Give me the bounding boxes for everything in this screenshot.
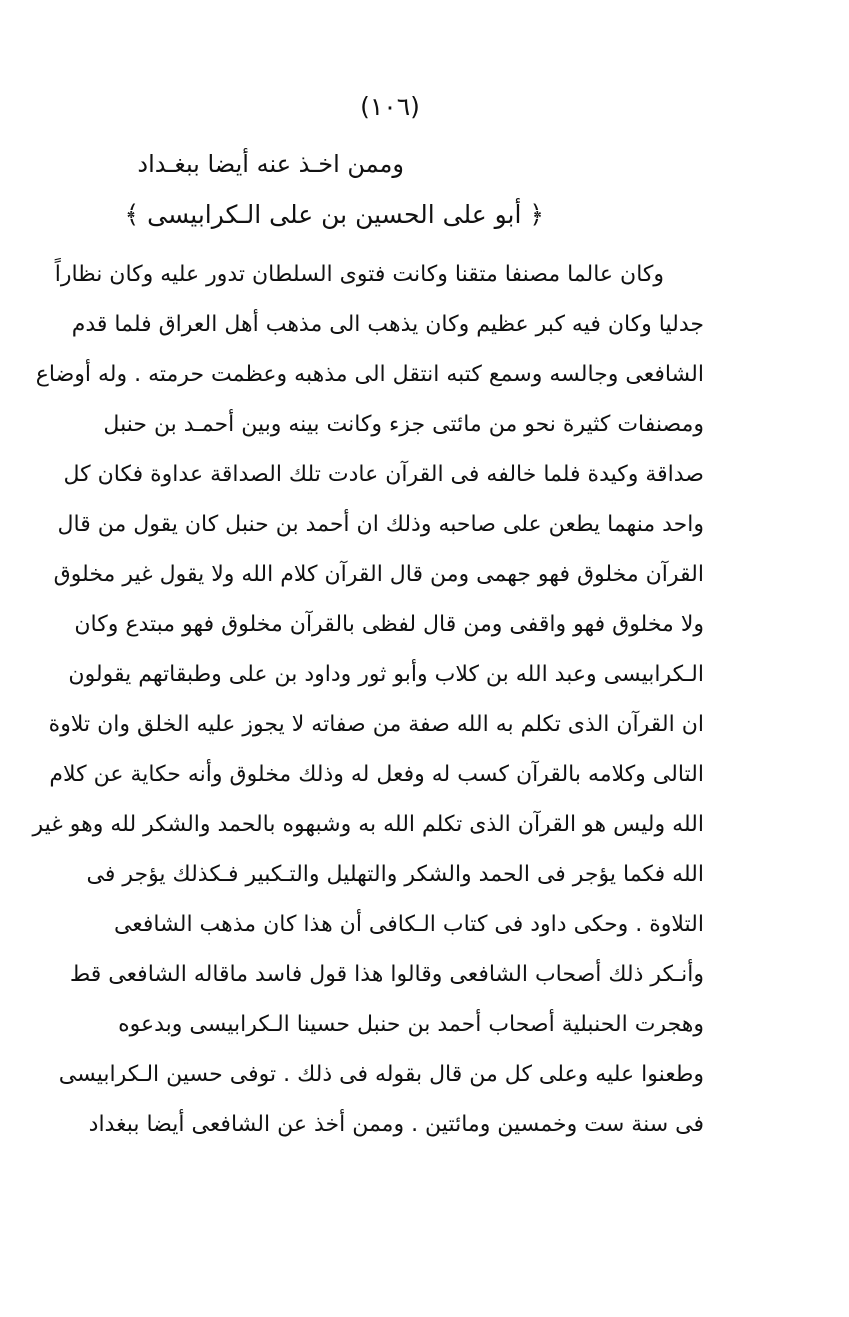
body-line: صداقة وكيدة فلما خالفه فى القرآن عادت تلك الصداقة عداوة فكان كل [63,462,704,487]
body-line: الشافعى وجالسه وسمع كتبه انتقل الى مذهبه وعظمت حرمته . وله أوضاع [35,362,704,387]
body-line: الله فكما يؤجر فى الحمد والشكر والتهليل والتـكبير فـكذلك يؤجر فى [86,862,704,887]
body-line: التلاوة . وحكى داود فى كتاب الـكافى أن هذا كان مذهب الشافعى [113,912,704,937]
body-line: ان القرآن الذى تكلم به الله صفة من صفاته لا يجوز عليه الخلق وان تلاوة [48,712,704,737]
body-line: الـكرابيسى وعبد الله بن كلاب وأبو ثور وداود بن على وطبقاتهم يقولون [68,662,704,687]
body-line: وهجرت الحنبلية أصحاب أحمد بن حنبل حسينا الـكرابيسى وبدعوه [118,1012,704,1037]
body-line: وكان عالما مصنفا متقنا وكانت فتوى السلطان تدور عليه وكان نظاراً [54,262,664,287]
body-line: وطعنوا عليه وعلى كل من قال بقوله فى ذلك . توفى حسين الـكرابيسى [58,1062,704,1087]
body-line: الله وليس هو القرآن الذى تكلم الله به وشبهوه بالحمد والشكر لله وهو غير [32,812,704,837]
body-line: ولا مخلوق فهو واقفى ومن قال لفظى بالقرآن مخلوق فهو مبتدع وكان [74,612,704,637]
section-heading: ﴿ أبو على الحسين بن على الـكرابيسى ﴾ [124,200,544,229]
intro-line: وممن اخـذ عنه أيضا ببغـداد [137,150,404,178]
body-line: وأنـكر ذلك أصحاب الشافعى وقالوا هذا قول فاسد ماقاله الشافعى قط [69,962,704,987]
body-line: واحد منهما يطعن على صاحبه وذلك ان أحمد بن حنبل كان يقول من قال [57,512,704,537]
body-line: فى سنة ست وخمسين ومائتين . وممن أخذ عن الشافعى أيضا ببغداد [88,1112,704,1137]
body-line: جدليا وكان فيه كبر عظيم وكان يذهب الى مذهب أهل العراق فلما قدم [71,312,704,337]
page-number: (١٠٦) [360,92,420,121]
body-text [32,250,704,1150]
body-line: ومصنفات كثيرة نحو من مائتى جزء وكانت بينه وبين أحمـد بن حنبل [103,412,704,437]
body-line: التالى وكلامه بالقرآن كسب له وفعل له وذلك مخلوق وأنه حكاية عن كلام [49,762,704,787]
body-line: القرآن مخلوق فهو جهمى ومن قال القرآن كلام الله ولا يقول غير مخلوق [53,562,704,587]
